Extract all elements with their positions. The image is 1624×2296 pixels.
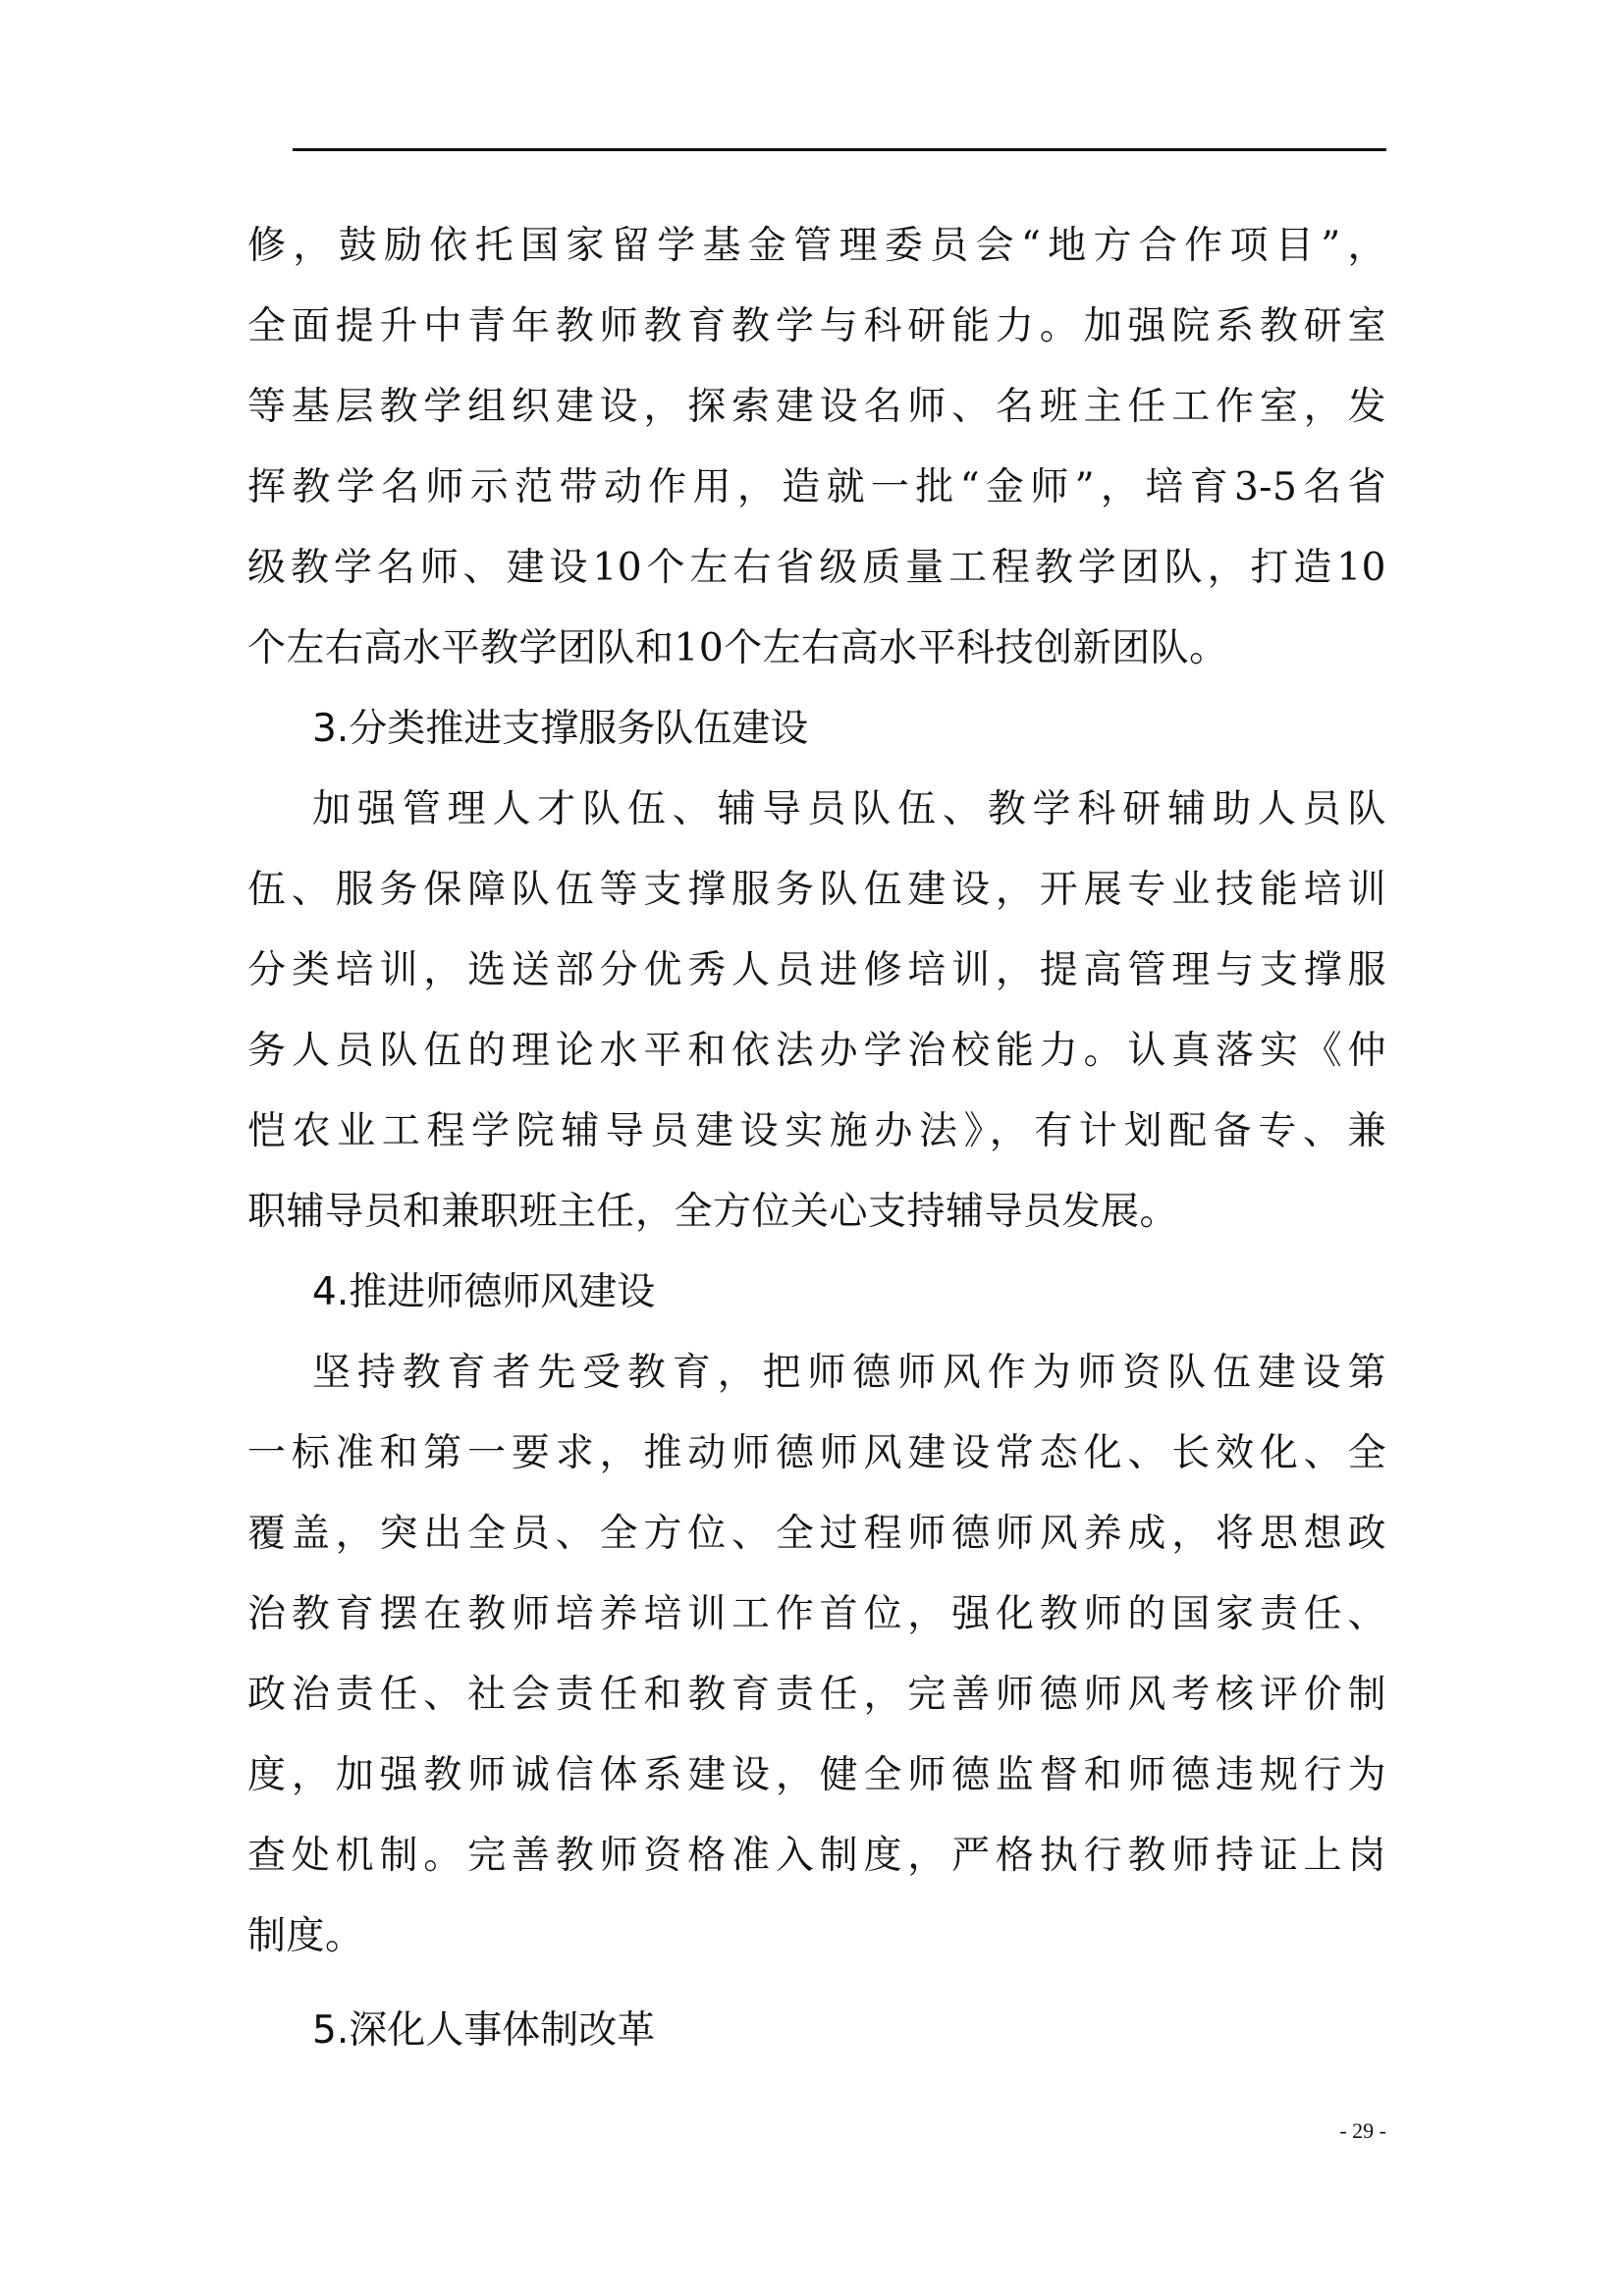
section-heading-3: 3.分类推进支撑服务队伍建设: [312, 707, 809, 751]
body-text: [247, 206, 1386, 2071]
text-line: 覆盖，突出全员、全方位、全过程师德师风养成，将思想政: [247, 1512, 1386, 1556]
text-line: 度，加强教师诚信体系建设，健全师德监督和师德违规行为: [247, 1753, 1386, 1797]
text-line: 级教学名师、建设10个左右省级质量工程教学团队，打造10: [247, 546, 1386, 590]
section-heading-5: 5.深化人事体制改革: [312, 2008, 656, 2053]
paragraph-team-building: [247, 206, 1386, 689]
text-line: 坚持教育者先受教育，把师德师风作为师资队伍建设第: [312, 1351, 1386, 1395]
text-line: 伍、服务保障队伍等支撑服务队伍建设，开展专业技能培训: [247, 868, 1386, 912]
text-line: 务人员队伍的理论水平和依法办学治校能力。认真落实《仲: [247, 1029, 1386, 1073]
text-line: 修，鼓励依托国家留学基金管理委员会“地方合作项目”，: [247, 224, 1386, 268]
section-heading-4: 4.推进师德师风建设: [312, 1270, 656, 1314]
text-line: 加强管理人才队伍、辅导员队伍、教学科研辅助人员队: [312, 787, 1386, 831]
text-line: 个左右高水平教学团队和10个左右高水平科技创新团队。: [247, 626, 1228, 670]
text-line: 一标准和第一要求，推动师德师风建设常态化、长效化、全: [247, 1431, 1386, 1475]
text-line: 政治责任、社会责任和教育责任，完善师德师风考核评价制: [247, 1673, 1386, 1717]
header-rule: [293, 148, 1386, 151]
text-line: 等基层教学组织建设，探索建设名师、名班主任工作室，发: [247, 385, 1386, 429]
page-number: - 29 -: [1339, 2118, 1386, 2143]
spacer: [247, 1977, 1386, 1991]
paragraph-ethics: [247, 1333, 1386, 1977]
text-line: 全面提升中青年教师教育教学与科研能力。加强院系教研室: [247, 304, 1386, 348]
text-line: 查处机制。完善教师资格准入制度，严格执行教师持证上岗: [247, 1834, 1386, 1878]
text-line: 职辅导员和兼职班主任，全方位关心支持辅导员发展。: [247, 1190, 1179, 1234]
text-line: 恺农业工程学院辅导员建设实施办法》，有计划配备专、兼: [247, 1109, 1386, 1153]
paragraph-support-staff: [247, 770, 1386, 1253]
text-line: 制度。: [247, 1914, 364, 1958]
text-line: 挥教学名师示范带动作用，造就一批“金师”，培育3-5名省: [247, 465, 1386, 509]
text-line: 治教育摆在教师培养培训工作首位，强化教师的国家责任、: [247, 1592, 1386, 1636]
text-line: 分类培训，选送部分优秀人员进修培训，提高管理与支撑服: [247, 948, 1386, 992]
